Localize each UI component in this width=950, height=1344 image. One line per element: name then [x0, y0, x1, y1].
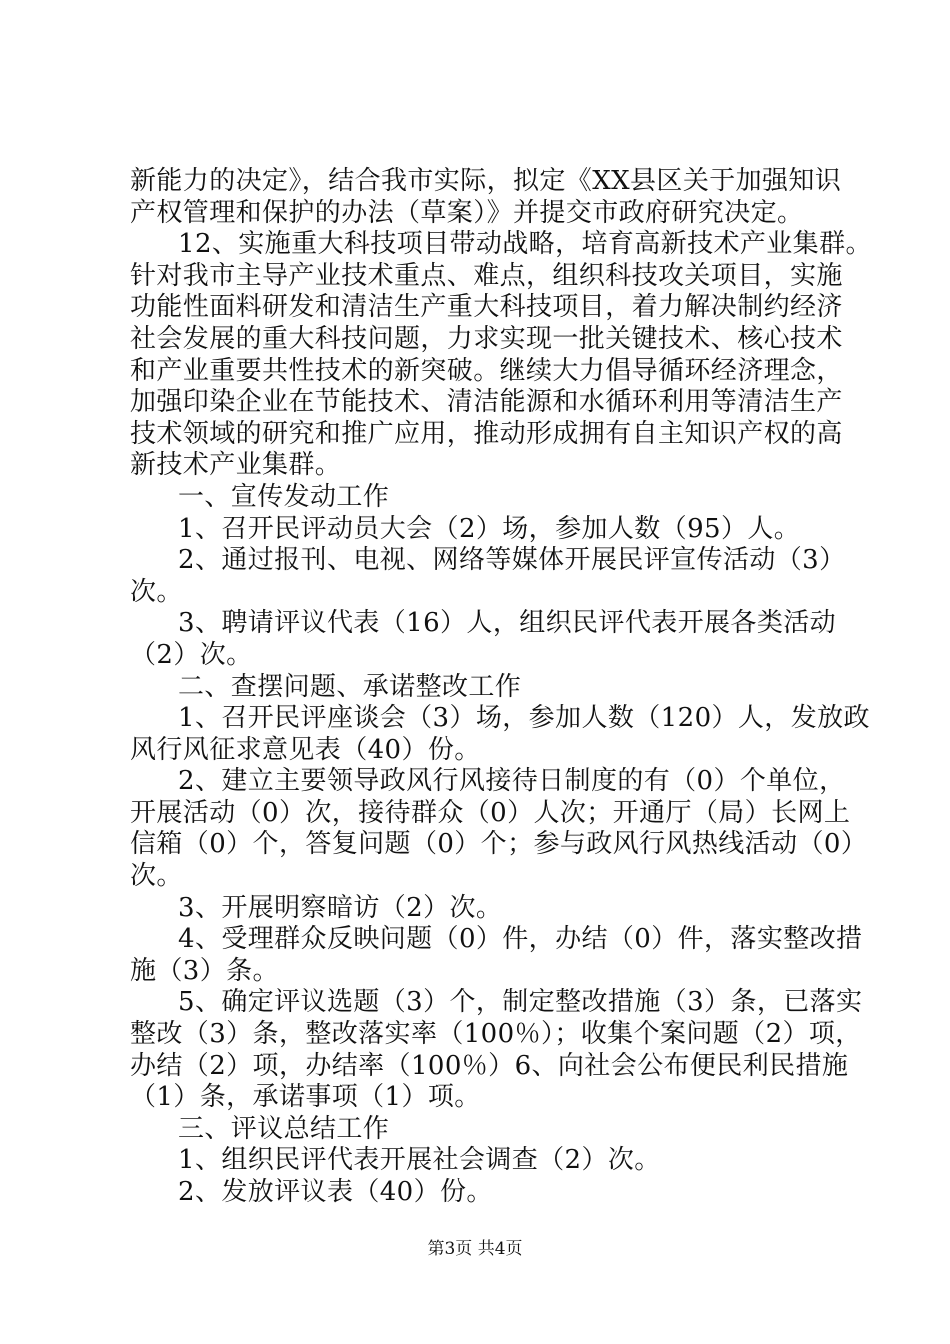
text-line: 加强印染企业在节能技术、清洁能源和水循环利用等清洁生产 — [130, 387, 843, 418]
text-line: （2）次。 — [130, 639, 253, 670]
text-line: 社会发展的重大科技问题，力求实现一批关键技术、核心技术 — [130, 323, 843, 354]
text-line: 新技术产业集群。 — [130, 450, 342, 481]
text-line: 三、评议总结工作 — [178, 1113, 390, 1144]
text-line: 功能性面料研发和清洁生产重大科技项目，着力解决制约经济 — [130, 292, 843, 323]
text-line: 开展活动（0）次，接待群众（0）人次；开通厅（局）长网上 — [130, 797, 851, 828]
text-line: 4、受理群众反映问题（0）件，办结（0）件，落实整改措 — [178, 924, 863, 955]
text-line: 信箱（0）个，答复问题（0）个；参与政风行风热线活动（0） — [130, 829, 868, 860]
text-line: 3、开展明察暗访（2）次。 — [178, 892, 503, 923]
text-line: 5、确定评议选题（3）个，制定整改措施（3）条，已落实 — [178, 987, 863, 1018]
text-line: 办结（2）项，办结率（100％）6、向社会公布便民利民措施 — [130, 1050, 849, 1081]
text-line: 整改（3）条，整改落实率（100％）；收集个案问题（2）项， — [130, 1019, 862, 1050]
text-line: 1、召开民评座谈会（3）场，参加人数（120）人，发放政 — [178, 703, 870, 734]
text-line: 和产业重要共性技术的新突破。继续大力倡导循环经济理念， — [130, 355, 843, 386]
text-line: 施（3）条。 — [130, 955, 279, 986]
text-line: 1、组织民评代表开展社会调查（2）次。 — [178, 1145, 661, 1176]
text-line: 二、查摆问题、承诺整改工作 — [178, 671, 522, 702]
text-line: 2、通过报刊、电视、网络等媒体开展民评宣传活动（3） — [178, 545, 846, 576]
text-line: 2、发放评议表（40）份。 — [178, 1177, 493, 1207]
text-line: 新能力的决定》，结合我市实际，拟定《XX县区关于加强知识 — [130, 166, 842, 196]
text-line: 次。 — [130, 861, 183, 892]
text-line: 2、建立主要领导政风行风接待日制度的有（0）个单位， — [178, 766, 846, 797]
text-line: （1）条，承诺事项（1）项。 — [130, 1082, 481, 1113]
text-line: 次。 — [130, 576, 183, 607]
text-line: 3、聘请评议代表（16）人，组织民评代表开展各类活动 — [178, 608, 837, 639]
text-line: 针对我市主导产业技术重点、难点，组织科技攻关项目，实施 — [130, 260, 843, 291]
text-line: 风行风征求意见表（40）份。 — [130, 734, 481, 765]
page-footer: 第3页 共4页 — [427, 1239, 523, 1259]
text-line: 一、宣传发动工作 — [178, 481, 390, 512]
text-line: 技术领域的研究和推广应用，推动形成拥有自主知识产权的高 — [130, 418, 843, 449]
text-line: 产权管理和保护的办法（草案）》并提交市政府研究决定。 — [130, 197, 804, 228]
document-body — [130, 166, 872, 1209]
text-line: 12、实施重大科技项目带动战略，培育高新技术产业集群。 — [178, 229, 872, 260]
text-line: 1、召开民评动员大会（2）场，参加人数（95）人。 — [178, 513, 801, 544]
